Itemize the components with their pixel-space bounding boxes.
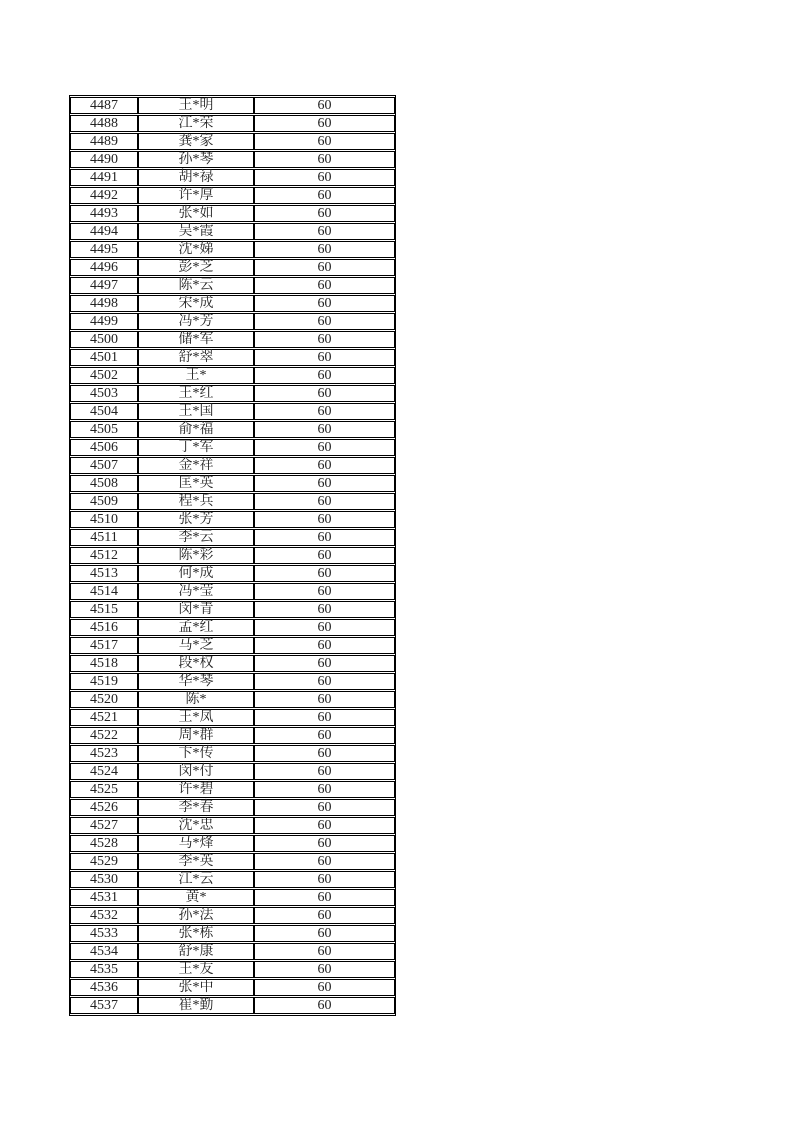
table-row xyxy=(70,673,395,690)
id-cell: 4528 xyxy=(70,835,138,852)
score-cell: 60 xyxy=(254,367,395,384)
name-cell: 周*群 xyxy=(138,727,254,744)
table-row xyxy=(70,601,395,618)
id-cell: 4532 xyxy=(70,907,138,924)
table-row xyxy=(70,781,395,798)
score-cell: 60 xyxy=(254,97,395,114)
id-cell: 4511 xyxy=(70,529,138,546)
name-cell: 金*祥 xyxy=(138,457,254,474)
score-cell: 60 xyxy=(254,349,395,366)
table-row xyxy=(70,169,395,186)
id-cell: 4497 xyxy=(70,277,138,294)
id-cell: 4527 xyxy=(70,817,138,834)
name-cell: 李*云 xyxy=(138,529,254,546)
score-cell: 60 xyxy=(254,655,395,672)
table-row xyxy=(70,763,395,780)
name-cell: 崔*勤 xyxy=(138,997,254,1014)
score-cell: 60 xyxy=(254,133,395,150)
score-cell: 60 xyxy=(254,727,395,744)
score-cell: 60 xyxy=(254,745,395,762)
id-cell: 4494 xyxy=(70,223,138,240)
name-cell: 何*成 xyxy=(138,565,254,582)
name-cell: 匡*英 xyxy=(138,475,254,492)
name-cell: 陈*彩 xyxy=(138,547,254,564)
name-cell: 孙*法 xyxy=(138,907,254,924)
name-cell: 王*友 xyxy=(138,961,254,978)
score-cell: 60 xyxy=(254,781,395,798)
name-cell: 华*琴 xyxy=(138,673,254,690)
id-cell: 4522 xyxy=(70,727,138,744)
name-cell: 李*春 xyxy=(138,799,254,816)
id-cell: 4490 xyxy=(70,151,138,168)
table-row xyxy=(70,565,395,582)
score-cell: 60 xyxy=(254,331,395,348)
id-cell: 4514 xyxy=(70,583,138,600)
id-cell: 4515 xyxy=(70,601,138,618)
id-cell: 4500 xyxy=(70,331,138,348)
name-cell: 宋*成 xyxy=(138,295,254,312)
id-cell: 4520 xyxy=(70,691,138,708)
name-cell: 陈*云 xyxy=(138,277,254,294)
table-row xyxy=(70,421,395,438)
score-cell: 60 xyxy=(254,439,395,456)
table-row xyxy=(70,547,395,564)
name-cell: 王*国 xyxy=(138,403,254,420)
id-cell: 4510 xyxy=(70,511,138,528)
id-cell: 4517 xyxy=(70,637,138,654)
name-cell: 沈*忠 xyxy=(138,817,254,834)
table-row xyxy=(70,277,395,294)
name-cell: 江*云 xyxy=(138,871,254,888)
id-cell: 4493 xyxy=(70,205,138,222)
name-cell: 马*芝 xyxy=(138,637,254,654)
score-cell: 60 xyxy=(254,493,395,510)
name-cell: 孙*琴 xyxy=(138,151,254,168)
score-cell: 60 xyxy=(254,889,395,906)
score-cell: 60 xyxy=(254,997,395,1014)
table-row xyxy=(70,925,395,942)
score-cell: 60 xyxy=(254,223,395,240)
data-table xyxy=(69,95,396,1016)
table-row xyxy=(70,835,395,852)
id-cell: 4530 xyxy=(70,871,138,888)
name-cell: 孟*红 xyxy=(138,619,254,636)
name-cell: 王* xyxy=(138,367,254,384)
table-row xyxy=(70,529,395,546)
table-row xyxy=(70,151,395,168)
name-cell: 闵*付 xyxy=(138,763,254,780)
name-cell: 舒*康 xyxy=(138,943,254,960)
id-cell: 4523 xyxy=(70,745,138,762)
name-cell: 王*凤 xyxy=(138,709,254,726)
id-cell: 4534 xyxy=(70,943,138,960)
name-cell: 李*英 xyxy=(138,853,254,870)
data-table-body xyxy=(70,97,395,1014)
id-cell: 4516 xyxy=(70,619,138,636)
score-cell: 60 xyxy=(254,385,395,402)
score-cell: 60 xyxy=(254,853,395,870)
name-cell: 张*中 xyxy=(138,979,254,996)
score-cell: 60 xyxy=(254,979,395,996)
table-row xyxy=(70,871,395,888)
score-cell: 60 xyxy=(254,241,395,258)
id-cell: 4488 xyxy=(70,115,138,132)
id-cell: 4508 xyxy=(70,475,138,492)
score-table-container xyxy=(69,95,396,1016)
score-cell: 60 xyxy=(254,871,395,888)
id-cell: 4489 xyxy=(70,133,138,150)
id-cell: 4505 xyxy=(70,421,138,438)
name-cell: 储*军 xyxy=(138,331,254,348)
table-row xyxy=(70,853,395,870)
table-row xyxy=(70,205,395,222)
score-cell: 60 xyxy=(254,637,395,654)
id-cell: 4502 xyxy=(70,367,138,384)
id-cell: 4491 xyxy=(70,169,138,186)
table-row xyxy=(70,295,395,312)
id-cell: 4503 xyxy=(70,385,138,402)
id-cell: 4496 xyxy=(70,259,138,276)
table-row xyxy=(70,817,395,834)
name-cell: 张*栋 xyxy=(138,925,254,942)
score-cell: 60 xyxy=(254,583,395,600)
name-cell: 张*芳 xyxy=(138,511,254,528)
table-row xyxy=(70,997,395,1014)
score-cell: 60 xyxy=(254,925,395,942)
score-cell: 60 xyxy=(254,259,395,276)
score-cell: 60 xyxy=(254,115,395,132)
id-cell: 4509 xyxy=(70,493,138,510)
table-row xyxy=(70,493,395,510)
table-row xyxy=(70,511,395,528)
score-cell: 60 xyxy=(254,457,395,474)
name-cell: 江*荣 xyxy=(138,115,254,132)
name-cell: 段*权 xyxy=(138,655,254,672)
id-cell: 4519 xyxy=(70,673,138,690)
table-row xyxy=(70,889,395,906)
table-row xyxy=(70,457,395,474)
score-cell: 60 xyxy=(254,547,395,564)
name-cell: 冯*芳 xyxy=(138,313,254,330)
id-cell: 4521 xyxy=(70,709,138,726)
table-row xyxy=(70,97,395,114)
score-cell: 60 xyxy=(254,475,395,492)
id-cell: 4506 xyxy=(70,439,138,456)
table-row xyxy=(70,367,395,384)
score-cell: 60 xyxy=(254,169,395,186)
id-cell: 4513 xyxy=(70,565,138,582)
table-row xyxy=(70,709,395,726)
name-cell: 黄* xyxy=(138,889,254,906)
id-cell: 4504 xyxy=(70,403,138,420)
table-row xyxy=(70,133,395,150)
id-cell: 4487 xyxy=(70,97,138,114)
table-row xyxy=(70,475,395,492)
id-cell: 4529 xyxy=(70,853,138,870)
id-cell: 4492 xyxy=(70,187,138,204)
name-cell: 彭*芝 xyxy=(138,259,254,276)
id-cell: 4512 xyxy=(70,547,138,564)
score-cell: 60 xyxy=(254,673,395,690)
name-cell: 吴*霞 xyxy=(138,223,254,240)
table-row xyxy=(70,331,395,348)
score-cell: 60 xyxy=(254,907,395,924)
table-row xyxy=(70,619,395,636)
id-cell: 4507 xyxy=(70,457,138,474)
id-cell: 4524 xyxy=(70,763,138,780)
id-cell: 4518 xyxy=(70,655,138,672)
score-cell: 60 xyxy=(254,817,395,834)
score-cell: 60 xyxy=(254,835,395,852)
id-cell: 4537 xyxy=(70,997,138,1014)
table-row xyxy=(70,187,395,204)
id-cell: 4525 xyxy=(70,781,138,798)
table-row xyxy=(70,727,395,744)
id-cell: 4531 xyxy=(70,889,138,906)
table-row xyxy=(70,241,395,258)
table-row xyxy=(70,979,395,996)
score-cell: 60 xyxy=(254,763,395,780)
score-cell: 60 xyxy=(254,529,395,546)
score-cell: 60 xyxy=(254,799,395,816)
table-row xyxy=(70,403,395,420)
score-cell: 60 xyxy=(254,691,395,708)
score-cell: 60 xyxy=(254,277,395,294)
id-cell: 4501 xyxy=(70,349,138,366)
score-cell: 60 xyxy=(254,313,395,330)
name-cell: 卞*传 xyxy=(138,745,254,762)
name-cell: 王*红 xyxy=(138,385,254,402)
score-cell: 60 xyxy=(254,709,395,726)
name-cell: 许*碧 xyxy=(138,781,254,798)
name-cell: 陈* xyxy=(138,691,254,708)
score-cell: 60 xyxy=(254,151,395,168)
name-cell: 舒*翠 xyxy=(138,349,254,366)
name-cell: 马*烽 xyxy=(138,835,254,852)
id-cell: 4498 xyxy=(70,295,138,312)
name-cell: 程*兵 xyxy=(138,493,254,510)
id-cell: 4495 xyxy=(70,241,138,258)
table-row xyxy=(70,961,395,978)
name-cell: 俞*福 xyxy=(138,421,254,438)
name-cell: 胡*禄 xyxy=(138,169,254,186)
table-row xyxy=(70,691,395,708)
id-cell: 4533 xyxy=(70,925,138,942)
table-row xyxy=(70,385,395,402)
table-row xyxy=(70,259,395,276)
score-cell: 60 xyxy=(254,403,395,420)
name-cell: 闵*青 xyxy=(138,601,254,618)
score-cell: 60 xyxy=(254,187,395,204)
name-cell: 王*明 xyxy=(138,97,254,114)
score-cell: 60 xyxy=(254,511,395,528)
name-cell: 许*厚 xyxy=(138,187,254,204)
name-cell: 沈*娣 xyxy=(138,241,254,258)
table-row xyxy=(70,349,395,366)
score-cell: 60 xyxy=(254,205,395,222)
score-cell: 60 xyxy=(254,961,395,978)
table-row xyxy=(70,907,395,924)
score-cell: 60 xyxy=(254,421,395,438)
name-cell: 张*如 xyxy=(138,205,254,222)
id-cell: 4535 xyxy=(70,961,138,978)
name-cell: 丁*军 xyxy=(138,439,254,456)
score-cell: 60 xyxy=(254,295,395,312)
table-row xyxy=(70,943,395,960)
table-row xyxy=(70,439,395,456)
id-cell: 4499 xyxy=(70,313,138,330)
name-cell: 冯*莹 xyxy=(138,583,254,600)
score-cell: 60 xyxy=(254,601,395,618)
table-row xyxy=(70,655,395,672)
table-row xyxy=(70,637,395,654)
table-row xyxy=(70,313,395,330)
table-row xyxy=(70,583,395,600)
table-row xyxy=(70,223,395,240)
name-cell: 龚*家 xyxy=(138,133,254,150)
table-row xyxy=(70,745,395,762)
id-cell: 4526 xyxy=(70,799,138,816)
table-row xyxy=(70,799,395,816)
table-row xyxy=(70,115,395,132)
id-cell: 4536 xyxy=(70,979,138,996)
score-cell: 60 xyxy=(254,565,395,582)
score-cell: 60 xyxy=(254,943,395,960)
score-cell: 60 xyxy=(254,619,395,636)
